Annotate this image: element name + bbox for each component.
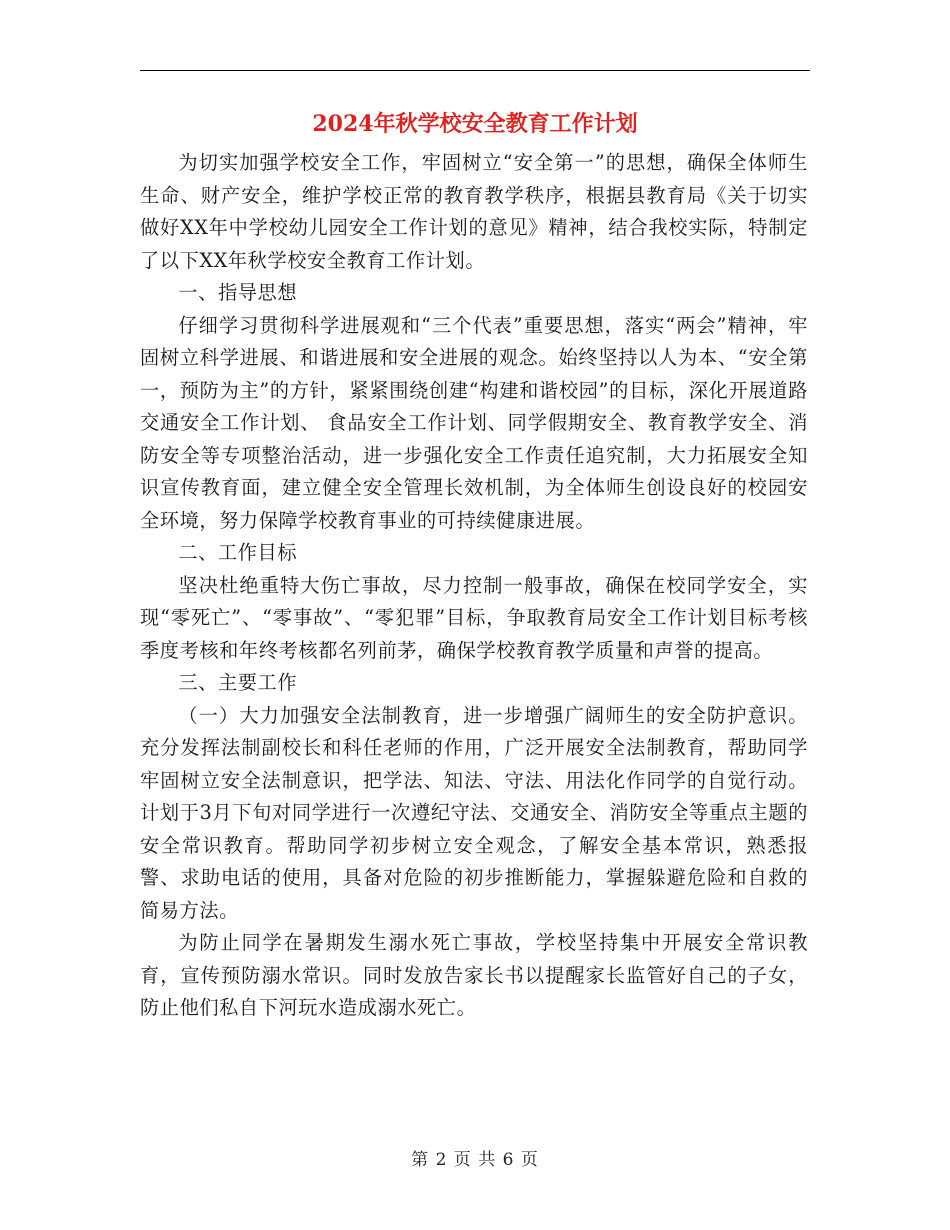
intro-paragraph: 为切实加强学校安全工作，牢固树立“安全第一”的思想，确保全体师生生命、财产安全，维护学校正常的教育教学秩序，根据县教育局《关于切实做好XX年中学校幼儿园安全工作计划的意见》精神，结合我校实际，特制定了以下XX年秋学校安全教育工作计划。 — [140, 151, 808, 272]
document-body — [140, 147, 808, 1025]
section-heading-guiding-ideology: 一、指导思想 — [178, 281, 298, 304]
document-title: 2024年秋学校安全教育工作计划 — [312, 111, 638, 137]
section-heading-work-goals: 二、工作目标 — [178, 541, 298, 564]
page-number: 第 2 页 共 6 页 — [411, 1150, 539, 1170]
main-work-paragraph-2: 为防止同学在暑期发生溺水死亡事故，学校坚持集中开展安全常识教育，宣传预防溺水常识。同时发放告家长书以提醒家长监管好自己的子女，防止他们私自下河玩水造成溺水死亡。 — [140, 931, 808, 1019]
section-heading-main-work: 三、主要工作 — [178, 671, 298, 694]
work-goals-paragraph: 坚决杜绝重特大伤亡事故，尽力控制一般事故，确保在校同学安全，实现“零死亡”、“零事故”、“零犯罪”目标，争取教育局安全工作计划目标考核季度考核和年终考核都名列前茅，确保学校教育教学质量和声誉的提高。 — [140, 573, 808, 662]
guiding-ideology-paragraph: 仔细学习贯彻科学进展观和“三个代表”重要思想，落实“两会”精神，牢固树立科学进展、和谐进展和安全进展的观念。始终坚持以人为本、“安全第一，预防为主”的方针，紧紧围绕创建“构建和谐校园”的目标，深化开展道路交通安全工作计划、 食品安全工作计划、同学假期安全、教育教学安全、消防安全等专项整治活动，进一步强化安全工作责任追究制，大力拓展安全知识宣传教育面，建立健全安全管理长效机制，为全体师生创设良好的校园安全环境，努力保障学校教育事业的可持续健康进展。 — [140, 313, 808, 532]
header-divider — [140, 70, 810, 71]
main-work-paragraph-1: （一）大力加强安全法制教育，进一步增强广阔师生的安全防护意识。充分发挥法制副校长和科任老师的作用，广泛开展安全法制教育，帮助同学牢固树立安全法制意识，把学法、知法、守法、用法化作同学的自觉行动。计划于3月下旬对同学进行一次遵纪守法、交通安全、消防安全等重点主题的安全常识教育。帮助同学初步树立安全观念，了解安全基本常识，熟悉报警、求助电话的使用，具备对危险的初步推断能力，掌握躲避危险和自救的简易方法。 — [140, 703, 808, 922]
